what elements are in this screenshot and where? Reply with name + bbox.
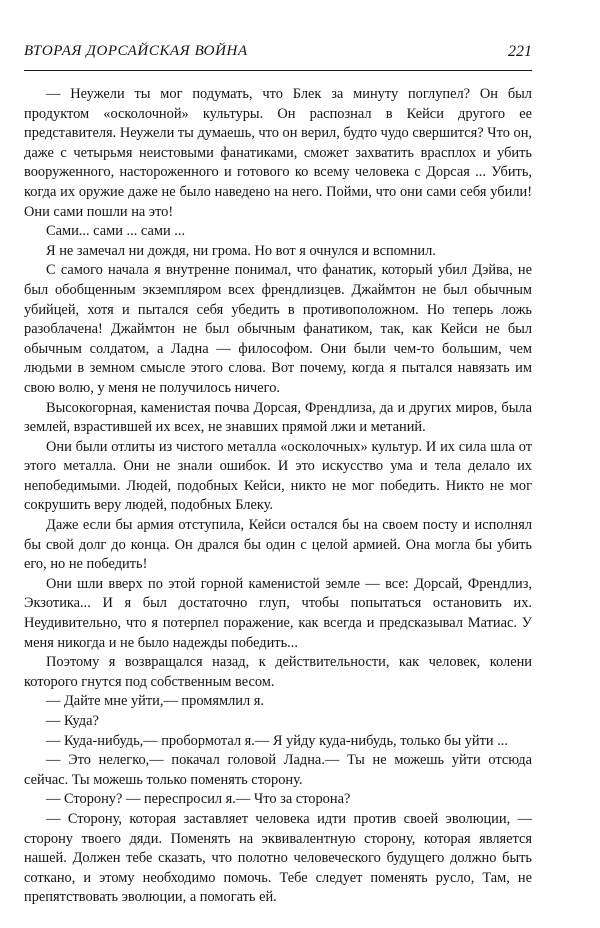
paragraph: Они были отлиты из чистого металла «осколочных» культур. И их сила шла от этого металла. Они не знали ошибок. И это искусство ума и тела делало их непобедимыми. Людей, подобных Кейси, никто не мог победить. Никто не мог сокрушить веру людей, подобных Блеку. [24, 438, 532, 514]
paragraph: Высокогорная, каменистая почва Дорсая, Френдлиза, да и других миров, была землей, взрастившей их всех, не знавших прямой лжи и метаний. [24, 399, 532, 436]
paragraph: — Куда? [46, 713, 99, 729]
page-header [24, 40, 532, 71]
page-number: 221 [508, 43, 532, 60]
paragraph: — Это нелегко,— покачал головой Ладна.— Ты не можешь уйти отсюда сейчас. Ты можешь только поменять сторону. [24, 752, 532, 788]
paragraph: С самого начала я внутренне понимал, что фанатик, который убил Дэйва, не был обобщенным экземпляром всех френдлизцев. Джаймтон не был обычным убийцей, хотя и пытался себя убедить в противоположном. Но теперь ложь разоблачена! Джаймтон не был обычным фанатиком, так, как Кейси не был обычным солдатом, а Ладна — философом. Они были чем-то большим, чем людьми в земном смысле этого слова. Вот почему, когда я пытался навязать им свою волю, у меня не получилось ничего. [24, 262, 532, 396]
paragraph: — Сторону, которая заставляет человека идти против своей эволюции, — сторону твоего дяди. Поменять на эквивалентную сторону, которая является нашей. Должен тебе сказать, что полотно человеческого будущего должно быть соткано, и этому необходимо помочь. Тебе следует поменять русло, Там, не препятствовать эволюции, а помогать ей. [24, 810, 532, 906]
paragraph: — Куда-нибудь,— пробормотал я.— Я уйду куда-нибудь, только бы уйти ... [46, 732, 508, 749]
paragraph: Я не замечал ни дождя, ни грома. Но вот я очнулся и вспомнил. [46, 242, 436, 259]
paragraph: Сами... сами ... сами ... [46, 223, 186, 240]
body-text [24, 85, 532, 908]
paragraph: — Дайте мне уйти,— промямлил я. [46, 693, 264, 710]
paragraph: — Неужели ты мог подумать, что Блек за минуту поглупел? Он был продуктом «осколочной» культуры. Он распознал в Кейси другого ее представителя. Неужели ты думаешь, что он верил, будто чудо свершится? Что он, даже с четырьмя неистовыми фанатиками, сможет захватить врасплох и убить вооруженного, настороженного и готового ко всему человека с Дорсая ... Убить, когда их оружие даже не было наведено на него. Пойми, что они сами себя убили! Они сами пошли на это! [24, 86, 532, 220]
paragraph: Они шли вверх по этой горной каменистой земле — все: Дорсай, Френдлиз, Экзотика... И я был достаточно глуп, чтобы попытаться остановить их. Неудивительно, что я потерпел поражение, как всегда и предсказывал Матиас. У меня никогда и не было надежды победить... [24, 575, 532, 651]
running-title: ВТОРАЯ ДОРСАЙСКАЯ ВОЙНА [24, 43, 248, 59]
paragraph: Поэтому я возвращался назад, к действительности, как человек, колени которого гнутся под собственным весом. [24, 654, 532, 690]
paragraph: Даже если бы армия отступила, Кейси остался бы на своем посту и исполнял бы свой долг до конца. Он дрался бы один с целой армией. Она могла бы убить его, но не победить! [24, 517, 532, 573]
book-page [24, 40, 532, 908]
paragraph: — Сторону? — переспросил я.— Что за сторона? [46, 791, 351, 808]
